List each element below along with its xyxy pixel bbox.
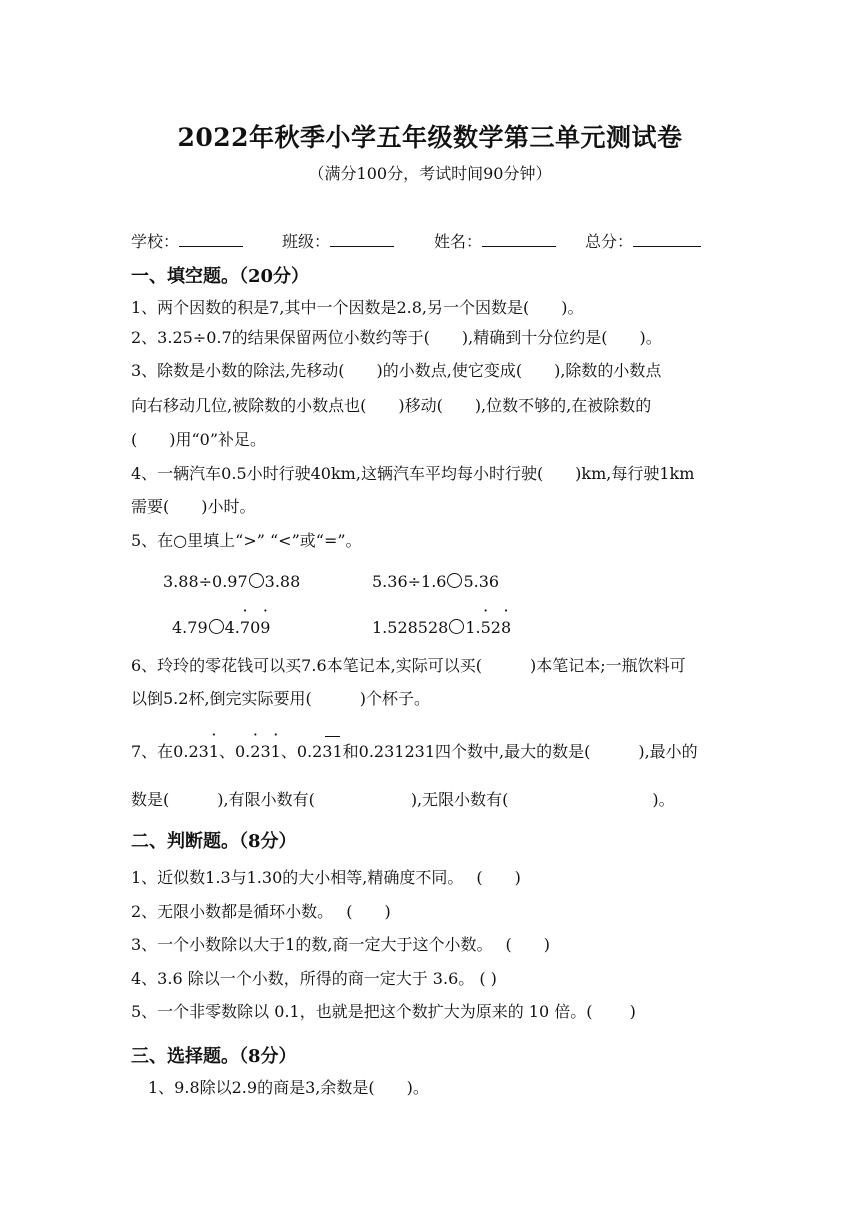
question-4-line-2: 需要( )小时。 [131, 497, 256, 516]
q7-text: 、0.2 [280, 742, 323, 761]
digit: 0 [250, 618, 261, 637]
choice-1: 1、9.8除以2.9的商是3,余数是( )。 [148, 1078, 429, 1097]
name-label: 姓名： [434, 232, 483, 251]
question-3-line-2: 向右移动几位,被除数的小数点也( )移动( ),位数不够的,在被除数的 [131, 396, 652, 415]
compare-4-left: 1.528528 [372, 618, 449, 637]
question-1: 1、两个因数的积是7,其中一个因数是2.8,另一个因数是( )。 [131, 298, 584, 317]
compare-1 [163, 571, 300, 593]
compare-circle[interactable] [249, 573, 264, 588]
question-6-line-2: 以倒5.2杯,倒完实际要用( )个杯子。 [131, 689, 431, 708]
digit: 3 [260, 742, 271, 761]
total-blank[interactable] [633, 230, 701, 247]
school-blank[interactable] [179, 230, 243, 247]
compare-3 [172, 617, 270, 639]
compare-circle[interactable] [449, 619, 464, 634]
school-field [131, 230, 243, 253]
question-7-line-2: 数是( ),有限小数有( ),无限小数有( )。 [131, 790, 675, 809]
total-field [585, 230, 701, 253]
q7-text: 和0.231231四个数中,最大的数是( ),最小的 [342, 742, 698, 761]
class-field [282, 230, 394, 253]
compare-2 [372, 571, 499, 593]
question-2: 2、3.25÷0.7的结果保留两位小数约等于( ),精确到十分位约是( )。 [131, 328, 662, 347]
repeating-digit: · 9 [260, 617, 270, 639]
q7-text: 、0. [219, 742, 251, 761]
repeating-digit: · 8 [501, 617, 511, 639]
section-fill-blank-heading: 一、填空题。（20分） [131, 266, 310, 287]
total-label: 总分： [585, 232, 634, 251]
question-7-line-1 [131, 741, 698, 763]
class-blank[interactable] [330, 230, 394, 247]
name-blank[interactable] [482, 230, 556, 247]
question-4-line-1: 4、一辆汽车0.5小时行驶40km,这辆汽车平均每小时行驶( )km,每行驶1km [131, 464, 695, 483]
repeating-digit: · 1 [209, 741, 219, 763]
compare-4-right-int: 1. [465, 618, 481, 637]
class-label: 班级： [282, 232, 331, 251]
repeating-digit: · 2 [250, 741, 260, 763]
judgement-2: 2、无限小数都是循环小数。 ( ) [131, 902, 391, 921]
question-3-line-1: 3、除数是小数的除法,先移动( )的小数点,使它变成( ),除数的小数点 [131, 361, 662, 380]
compare-circle[interactable] [447, 573, 462, 588]
compare-1-right: 3.88 [264, 572, 301, 591]
school-label: 学校： [131, 232, 180, 251]
compare-2-left: 5.36÷1.6 [372, 572, 447, 591]
compare-3-right-int: 4. [224, 618, 240, 637]
compare-4 [372, 617, 511, 639]
repeating-digit: · 1 [271, 741, 281, 763]
compare-circle[interactable] [209, 619, 224, 634]
judgement-5: 5、一个非零数除以 0.1，也就是把这个数扩大为原来的 10 倍。( ) [131, 1002, 636, 1021]
q7-text: 7、在0.23 [131, 742, 209, 761]
section-choice-heading: 三、选择题。（8分） [131, 1046, 297, 1067]
judgement-4: 4、3.6 除以一个小数，所得的商一定大于 3.6。 ( ) [131, 969, 497, 988]
repeating-digit: · 7 [240, 617, 250, 639]
page-title: 2022年秋季小学五年级数学第三单元测试卷 [177, 123, 683, 152]
name-field [434, 230, 556, 253]
compare-2-right: 5.36 [463, 572, 500, 591]
judgement-3: 3、一个小数除以大于1的数,商一定大于这个小数。 ( ) [131, 935, 551, 954]
judgement-1: 1、近似数1.3与1.30的大小相等,精确度不同。 ( ) [131, 868, 521, 887]
section-judgement-heading: 二、判断题。（8分） [131, 831, 297, 852]
question-3-line-3: ( )用“0”补足。 [131, 430, 267, 449]
repeating-digit: · 5 [481, 617, 491, 639]
page-subtitle: （满分100分，考试时间90分钟） [308, 164, 552, 183]
compare-1-left: 3.88÷0.97 [163, 572, 248, 591]
digit: 2 [490, 618, 501, 637]
compare-3-left: 4.79 [172, 618, 208, 637]
repeating-digits: 31 [322, 742, 343, 761]
question-5: 5、在○里填上“>” “<”或“=”。 [131, 531, 362, 550]
question-6-line-1: 6、玲玲的零花钱可以买7.6本笔记本,实际可以买( )本笔记本;一瓶饮料可 [131, 656, 686, 675]
